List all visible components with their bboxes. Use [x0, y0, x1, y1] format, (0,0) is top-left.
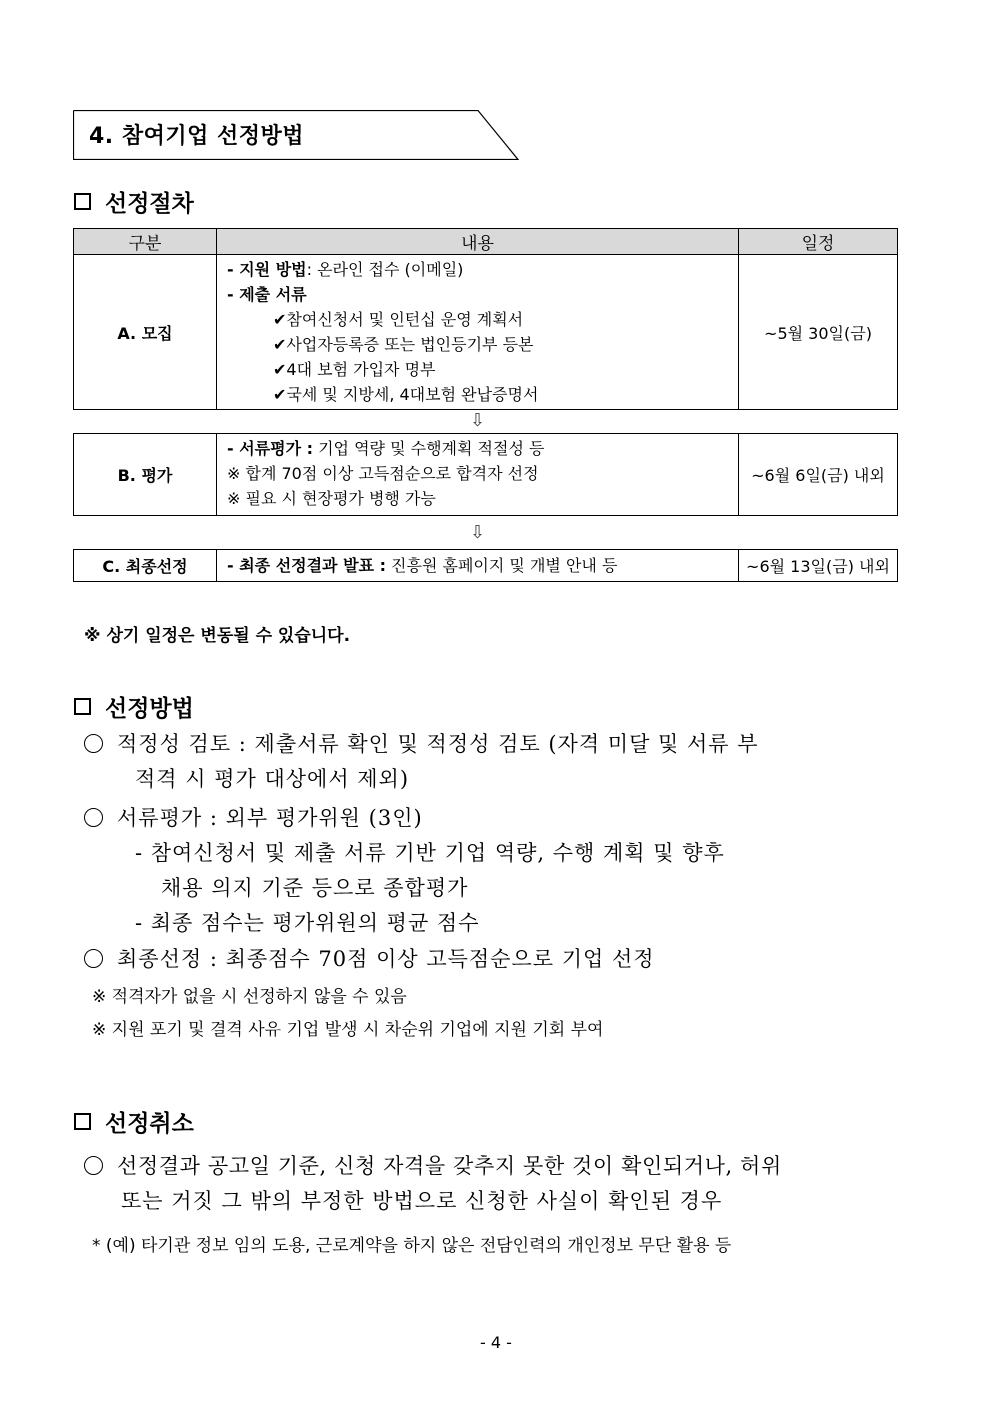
cancel-heading	[74, 1105, 194, 1138]
circle-bullet-icon	[84, 1156, 103, 1175]
method-note-2: ※ 지원 포기 및 결격 사유 기업 발생 시 차순위 기업에 지원 기회 부여	[92, 1020, 604, 1040]
cancel-item-cont: 또는 거짓 그 밖의 부정한 방법으로 신청한 사실이 확인된 경우	[121, 1189, 723, 1213]
section-title-box	[73, 110, 519, 160]
stage-a-label: A. 모집	[74, 255, 217, 410]
procedure-table-b	[73, 433, 898, 516]
method-item-2-sub-1: - 참여신청서 및 제출 서류 기반 기업 역량, 수행 계획 및 향후	[135, 841, 725, 865]
check-icon: ✔	[273, 385, 287, 404]
header-content: 내용	[217, 229, 739, 255]
stage-c-schedule: ~6월 13일(금) 내외	[739, 550, 898, 582]
cancel-example: * (예) 타기관 정보 임의 도용, 근로계약을 하지 않은 전담인력의 개인정보 무단 활용 등	[92, 1236, 732, 1256]
procedure-table-a	[73, 228, 898, 410]
stage-a-content	[217, 255, 739, 410]
stage-b-content	[217, 434, 739, 516]
stage-b-line: - 서류평가 : 기업 역량 및 수행계획 적절성 등	[227, 439, 545, 458]
method-item-3: 최종선정 : 최종점수 70점 이상 고득점순으로 기업 선정	[84, 943, 655, 973]
stage-a-line: - 제출 서류	[227, 285, 307, 304]
stage-b-line: ※ 필요 시 현장평가 병행 가능	[227, 489, 436, 508]
checkbox-square-icon	[74, 698, 91, 715]
circle-bullet-icon	[84, 734, 103, 753]
method-heading	[74, 690, 194, 723]
checkbox-square-icon	[74, 193, 91, 210]
stage-c-line: - 최종 선정결과 발표 : 진흥원 홈페이지 및 개별 안내 등	[227, 556, 618, 575]
section-title: 4. 참여기업 선정방법	[89, 124, 304, 149]
check-icon: ✔	[273, 310, 287, 329]
method-item-2: 서류평가 : 외부 평가위원 (3인)	[84, 802, 423, 832]
method-item-1-cont: 적격 시 평가 대상에서 제외)	[135, 767, 410, 791]
check-icon: ✔	[273, 360, 287, 379]
stage-c-label: C. 최종선정	[74, 550, 217, 582]
stage-b-schedule: ~6월 6일(금) 내외	[739, 434, 898, 516]
stage-b-line: ※ 합계 70점 이상 고득점순으로 합격자 선정	[227, 464, 539, 483]
checkbox-square-icon	[74, 1113, 91, 1130]
method-item-1: 적정성 검토 : 제출서류 확인 및 적정성 검토 (자격 미달 및 서류 부	[84, 728, 759, 758]
stage-a-line: - 지원 방법: 온라인 접수 (이메일)	[227, 260, 464, 279]
method-note-1: ※ 적격자가 없을 시 선정하지 않을 수 있음	[92, 987, 407, 1007]
stage-b-label: B. 평가	[74, 434, 217, 516]
stage-c-content	[217, 550, 739, 582]
procedure-heading	[74, 185, 194, 218]
procedure-heading-text: 선정절차	[105, 191, 194, 217]
method-item-2-sub-2: - 최종 점수는 평가위원의 평균 점수	[135, 911, 480, 935]
method-heading-text: 선정방법	[105, 696, 194, 722]
down-arrow-icon: ⇩	[470, 410, 486, 431]
stage-a-doc-item: ✔사업자등록증 또는 법인등기부 등본	[273, 335, 534, 354]
down-arrow-icon: ⇩	[470, 522, 486, 543]
circle-bullet-icon	[84, 949, 103, 968]
stage-a-doc-item: ✔4대 보험 가입자 명부	[273, 360, 436, 379]
cancel-item: 선정결과 공고일 기준, 신청 자격을 갖추지 못한 것이 확인되거나, 허위	[84, 1150, 782, 1180]
header-schedule: 일정	[739, 229, 898, 255]
circle-bullet-icon	[84, 808, 103, 827]
stage-a-doc-item: ✔국세 및 지방세, 4대보험 완납증명서	[273, 385, 539, 404]
procedure-table-c	[73, 549, 898, 582]
schedule-notice: ※ 상기 일정은 변동될 수 있습니다.	[84, 626, 351, 646]
header-category: 구분	[74, 229, 217, 255]
check-icon: ✔	[273, 335, 287, 354]
stage-a-doc-item: ✔참여신청서 및 인턴십 운영 계획서	[273, 310, 524, 329]
cancel-heading-text: 선정취소	[105, 1111, 194, 1137]
method-item-2-sub-1-cont: 채용 의지 기준 등으로 종합평가	[161, 876, 469, 900]
stage-a-schedule: ~5월 30일(금)	[739, 255, 898, 410]
page-number: - 4 -	[480, 1333, 512, 1352]
